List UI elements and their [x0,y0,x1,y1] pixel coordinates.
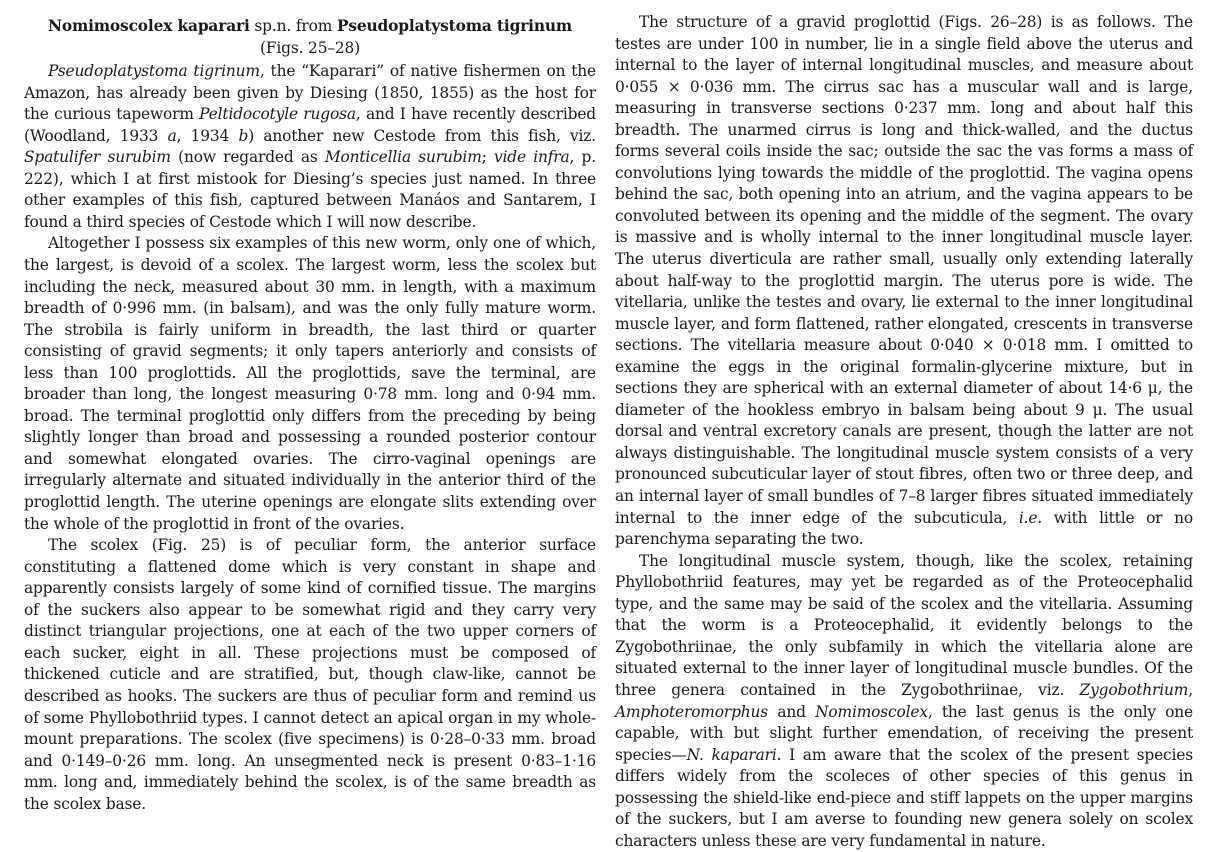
italic-term: b [238,126,249,145]
text-run: with little or no parenchyma separating the two. [615,508,1193,549]
text-run: , the last genus is the only one capable, with but slight further emendation, of receiving the present species— [615,702,1194,764]
paragraph [615,551,1193,852]
italic-term: Zygobothrium [1079,680,1189,699]
text-run: and [768,702,816,721]
italic-term: Spatulifer surubim [24,148,171,167]
italic-term: vide infra [493,148,570,167]
italic-term: Monticellia surubim [324,148,482,167]
text-run: . I am aware that the scolex of the present species differs widely from the scoleces of other species of this genus in possessing the shield-like end-piece and stiff lappets on the upper margins of the suckers, but I am averse to founding new genera solely on scolex characters unless these are very fundamental in nature. [615,745,1193,850]
left-column [24,14,596,815]
text-run: The structure of a gravid proglottid (Figs. 26–28) is as follows. The testes are under 100 in number, lie in a single field above the uterus and internal to the layer of internal longitudinal muscles, and measure about 0·055 × 0·036 mm. The cirrus sac has a muscular wall and is large, measuring in transverse sections 0·237 mm. long and about half this breadth. The unarmed cirrus is long and thick-walled, and the ductus forms several coils inside the sac; outside the sac the vas forms a mass of convolutions lying towards the middle of the proglottid. The vagina opens behind the sac, both opening into an atrium, and the vagina appears to be convoluted between its opening and the middle of the segment. The ovary is massive and is wholly internal to the inner longitudinal muscle layer. The uterus diverticula are rather small, usually only extending laterally about half-way to the proglottid margin. The uterus pore is wide. The vitellaria, unlike the testes and ovary, lie external to the inner longitudinal muscle layer, and form flattened, rather elongated, crescents in transverse sections. The vitellaria measure about 0·040 × 0·018 mm. I omitted to examine the eggs in the original formalin-glycerine mixture, but in sections they are spherical with an external diameter of about 14·6 μ, the diameter of the hookless embryo in balsam being about 9 μ. The usual dorsal and ventral excretory canals are present, though the latter are not always distinguishable. The longitudinal muscle system consists of a very pronounced subcuticular layer of stout fibres, often two or three deep, and an internal layer of small bundles of 7–8 larger fibres situated immediately internal to the inner edge of the subcuticula, [615,13,1193,527]
text-run: The longitudinal muscle system, though, like the scolex, retaining Phyllobothriid features, may yet be regarded as of the Proteocephalid type, and the same may be said of the scolex and the vitellaria. Assuming that the worm is a Proteocephalid, it evidently belongs to the Zygobothriinae, the only subfamily in which the vitellaria alone are situated external to the inner layer of longitudinal muscle bundles. Of the three genera contained in the Zygobothriinae, viz. [615,551,1193,699]
paragraph [24,61,596,233]
title-species: Nomimoscolex kaparari [47,17,250,35]
italic-term: Nomimoscolex [815,702,928,721]
italic-term: Peltidocotyle rugosa [199,105,356,124]
text-run: The scolex (Fig. 25) is of peculiar form, the anterior surface constituting a flattened dome which is very constant in shape and apparently consists largely of some kind of cornified tissue. The margins of the suckers also appear to be somewhat rigid and they carry very distinct triangular projections, one at each of the two upper corners of each sucker, eight in all. These projections must be composed of thickened cuticle and are stratified, but, though claw-like, cannot be described as hooks. The suckers are thus of peculiar form and remind us of some Phyllobothriid types. I cannot detect an apical organ in my whole-mount preparations. The scolex (five specimens) is 0·28–0·33 mm. broad and 0·149–0·26 mm. long. An unsegmented neck is present 0·83–1·16 mm. long and, immediately behind the scolex, is of the same breadth as the scolex base. [24,536,596,813]
section-title [24,14,596,38]
text-run: ) another new Cestode from this fish, viz. [248,126,597,145]
paragraph [24,535,596,815]
paragraph [615,12,1193,551]
italic-term: Amphoteromorphus [615,702,769,721]
title-sp-n: sp.n. from [249,17,337,35]
text-run: Altogether I possess six examples of this new worm, only one of which, the largest, is devoid of a scolex. The largest worm, less the scolex but including the neck, measured about 30 mm. in length, with a maximum breadth of 0·996 mm. (in balsam), and was the only fully mature worm. The strobila is fairly uniform in breadth, the last third or quarter consisting of gravid segments; it only tapers anteriorly and consists of less than 100 proglottids. All the proglottids, save the terminal, are broader than long, the longest measuring 0·78 mm. long and 0·94 mm. broad. The terminal proglottid only differs from the preceding by being slightly longer than broad and possessing a rounded posterior contour and somewhat elongated ovaries. The cirro-vaginal openings are irregularly alternate and situated individually in the anterior third of the proglottid length. The uterine openings are elongate slits extending over the whole of the proglottid in front of the ovaries. [24,234,596,533]
text-run: ; [481,148,494,167]
title-host: Pseudoplatystoma tigrinum [336,17,573,35]
text-run: , and I have recently described (Woodland, 1933 [24,105,596,145]
text-run: , [1188,680,1193,699]
section-figures-ref: (Figs. 25–28) [259,38,361,57]
text-run: (now regarded as [170,148,325,167]
right-column [615,12,1193,852]
paragraph [24,233,596,535]
italic-term: N. kaparari [686,745,777,764]
italic-term: a [167,126,177,145]
text-run: , p. 222), which I at first mistook for Diesing’s species just named. In three other examples of this fish, captured between Manáos and Santarem, I found a third species of Cestode which I will now describe. [24,148,596,231]
italic-term: Pseudoplatystoma tigrinum [48,62,260,81]
italic-term: i.e. [1018,508,1043,527]
text-run: , the “Kaparari” of native fishermen on the Amazon, has already been given by Diesing (1850, 1855) as the host for the curious tapeworm [24,62,596,124]
text-run: , 1934 [176,126,239,145]
